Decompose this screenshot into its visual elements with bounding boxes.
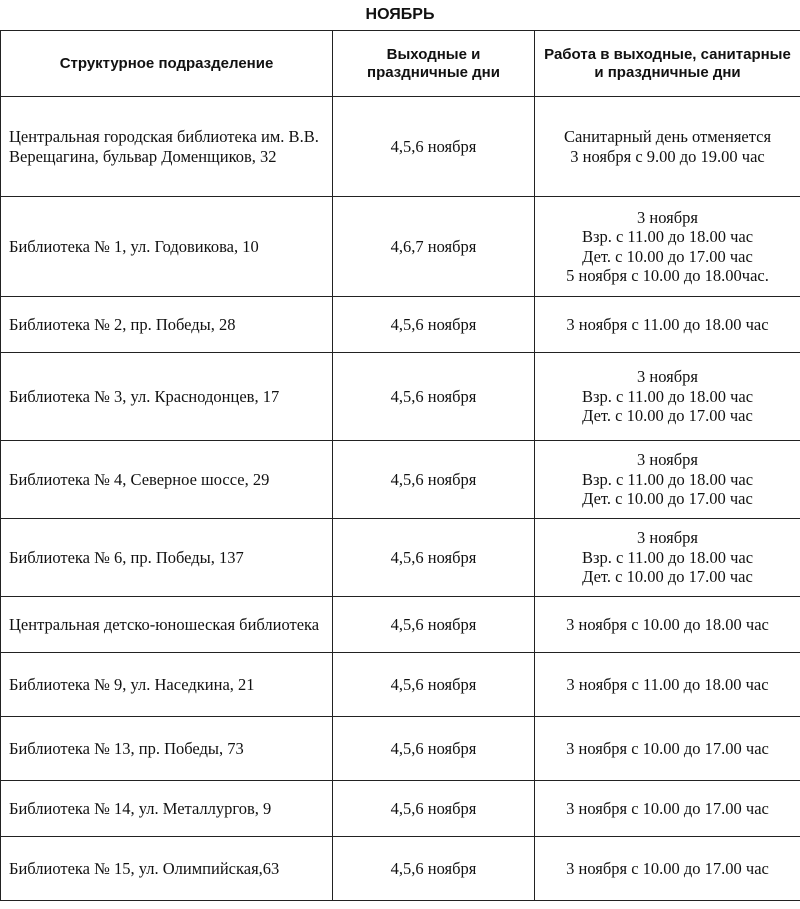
work-schedule-line: 3 ноября <box>637 367 698 387</box>
library-name: Библиотека № 2, пр. Победы, 28 <box>1 297 333 353</box>
library-name: Библиотека № 15, ул. Олимпийская,63 <box>1 837 333 901</box>
work-schedule-line: Санитарный день отменяется <box>563 127 772 146</box>
work-schedule-line: 3 ноября <box>637 528 698 548</box>
table-row <box>1 717 800 781</box>
work-schedule-line: Дет. с 10.00 до 17.00 час <box>582 567 753 587</box>
header-row <box>1 31 800 97</box>
table-row <box>1 597 800 653</box>
work-schedule-line: 3 ноября с 10.00 до 17.00 час <box>566 798 769 818</box>
work-schedule-line: Дет. с 10.00 до 17.00 час <box>582 406 753 426</box>
library-name: Библиотека № 14, ул. Металлургов, 9 <box>1 781 333 837</box>
table-row <box>1 441 800 519</box>
table-row <box>1 519 800 597</box>
work-schedule-cell <box>535 297 800 353</box>
table-row <box>1 297 800 353</box>
table-row <box>1 781 800 837</box>
work-schedule-cell <box>535 353 800 441</box>
library-name: Библиотека № 13, пр. Победы, 73 <box>1 717 333 781</box>
days-off-cell: 4,5,6 ноября <box>333 353 535 441</box>
library-name: Центральная городская библиотека им. В.В. Верещагина, бульвар Доменщиков, 32 <box>1 97 333 197</box>
table-row <box>1 353 800 441</box>
library-name: Библиотека № 6, пр. Победы, 137 <box>1 519 333 597</box>
library-name: Библиотека № 9, ул. Наседкина, 21 <box>1 653 333 717</box>
work-schedule-cell <box>535 197 800 297</box>
work-schedule-cell <box>535 837 800 901</box>
work-schedule-line: 3 ноября с 11.00 до 18.00 час <box>566 674 769 694</box>
page-title: НОЯБРЬ <box>365 6 435 23</box>
days-off-cell: 4,5,6 ноября <box>333 441 535 519</box>
work-schedule-line: 3 ноября с 9.00 до 19.00 час <box>570 146 765 166</box>
table-row <box>1 97 800 197</box>
work-schedule-line: 3 ноября с 10.00 до 17.00 час <box>566 738 769 758</box>
work-schedule-line: 3 ноября <box>637 207 698 227</box>
library-name: Библиотека № 1, ул. Годовикова, 10 <box>1 197 333 297</box>
work-schedule-line: 5 ноября с 10.00 до 18.00час. <box>566 266 769 285</box>
work-schedule-cell <box>535 441 800 519</box>
work-schedule-cell <box>535 653 800 717</box>
work-schedule-line: 3 ноября с 10.00 до 17.00 час <box>566 858 769 878</box>
table-body <box>1 97 800 901</box>
library-name: Библиотека № 4, Северное шоссе, 29 <box>1 441 333 519</box>
work-schedule-line: 3 ноября с 10.00 до 18.00 час <box>566 614 769 634</box>
library-name: Центральная детско-юношеская библиотека <box>1 597 333 653</box>
days-off-cell: 4,5,6 ноября <box>333 597 535 653</box>
days-off-cell: 4,5,6 ноября <box>333 297 535 353</box>
schedule-table <box>0 30 800 901</box>
work-schedule-line: Дет. с 10.00 до 17.00 час <box>582 246 753 266</box>
table-row <box>1 837 800 901</box>
days-off-cell: 4,5,6 ноября <box>333 781 535 837</box>
header-unit: Структурное подразделение <box>1 31 333 97</box>
work-schedule-cell <box>535 97 800 197</box>
work-schedule-line: 3 ноября <box>637 450 698 470</box>
days-off-cell: 4,6,7 ноября <box>333 197 535 297</box>
header-work: Работа в выходные, санитарные и праздничные дни <box>535 31 800 97</box>
table-row <box>1 197 800 297</box>
work-schedule-cell <box>535 717 800 781</box>
header-days-off: Выходные и праздничные дни <box>333 31 535 97</box>
table-row <box>1 653 800 717</box>
work-schedule-line: Взр. с 11.00 до 18.00 час <box>581 386 754 406</box>
library-name: Библиотека № 3, ул. Краснодонцев, 17 <box>1 353 333 441</box>
work-schedule-line: 3 ноября с 11.00 до 18.00 час <box>566 314 769 334</box>
days-off-cell: 4,5,6 ноября <box>333 717 535 781</box>
work-schedule-cell <box>535 519 800 597</box>
work-schedule-line: Взр. с 11.00 до 18.00 час <box>581 469 754 489</box>
days-off-cell: 4,5,6 ноября <box>333 97 535 197</box>
days-off-cell: 4,5,6 ноября <box>333 653 535 717</box>
days-off-cell: 4,5,6 ноября <box>333 837 535 901</box>
days-off-cell: 4,5,6 ноября <box>333 519 535 597</box>
work-schedule-line: Дет. с 10.00 до 17.00 час <box>582 489 753 509</box>
work-schedule-line: Взр. с 11.00 до 18.00 час <box>581 547 754 567</box>
work-schedule-cell <box>535 597 800 653</box>
work-schedule-line: Взр. с 11.00 до 18.00 час <box>581 227 754 246</box>
work-schedule-cell <box>535 781 800 837</box>
